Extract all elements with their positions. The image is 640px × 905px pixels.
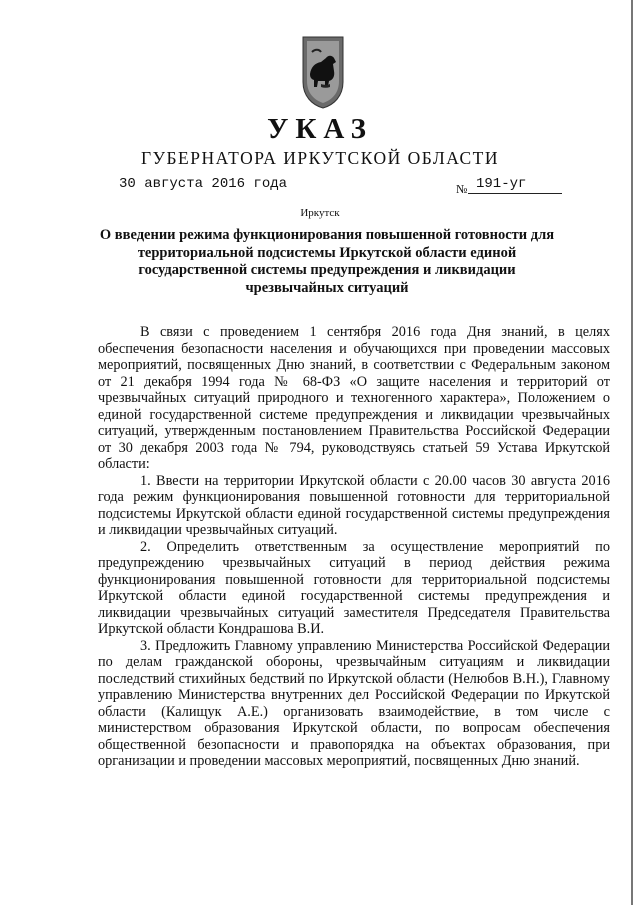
clause-2-paragraph: 2. Определить ответственным за осуществление мероприятий по предупреждению чрезвычайных ситуаций в период действия режима функционирования повышенной готовности для территориальной подсистемы Иркутской области единой государственной системы предупреждения и ликвидации чрезвычайных ситуаций заместителя Председателя Правительства Иркутской области Кондрашова В.И. <box>98 538 610 637</box>
clause-3-paragraph: 3. Предложить Главному управлению Министерства Российской Федерации по делам гражданской обороны, чрезвычайным ситуациям и ликвидации последствий стихийных бедствий по Иркутской области (Нелюбов В.Н.), Главному управлению Министерства внутренних дел Российской Федерации по Иркутской области (Калищук А.Е.) организовать взаимодействие, в том числе с министерством образования Иркутской области, по вопросам обеспечения общественной безопасности и правопорядка на объектах образования, при организации и проведении массовых мероприятий, посвященных Дню знаний. <box>98 637 610 769</box>
city-label: Иркутск <box>300 207 340 219</box>
decree-issuer: ГУБЕРНАТОРА ИРКУТСКОЙ ОБЛАСТИ <box>140 148 500 168</box>
preamble-paragraph: В связи с проведением 1 сентября 2016 года Дня знаний, в целях обеспечения безопасности населения и обучающихся при проведении массовых мероприятий, посвященных Дню знаний, в соответствии с Федеральным законом от 21 декабря 1994 года № 68-ФЗ «О защите населения и территорий от чрезвычайных ситуаций природного и техногенного характера», Положением о единой государственной системе предупреждения и ликвидации чрезвычайных ситуаций, утвержденным постановлением Правительства Российской Федерации от 30 декабря 2003 года № 794, руководствуясь статьей 59 Устава Иркутской области: <box>98 324 610 472</box>
decree-date: 30 августа 2016 года <box>119 176 288 192</box>
decree-title: УКАЗ <box>267 113 373 145</box>
decree-heading: О введении режима функционирования повышенной готовности для территориальной подсистемы Иркутской области единой государственной системы предупреждения и ликвидации чрезвычайных ситуаций <box>99 227 555 296</box>
clause-1-paragraph: 1. Ввести на территории Иркутской области с 20.00 часов 30 августа 2016 года режим функционирования повышенной готовности для территориальной подсистемы Иркутской области единой государственной системы предупреждения и ликвидации чрезвычайных ситуаций. <box>98 472 610 538</box>
decree-number: 191-уг <box>468 175 562 194</box>
decree-body <box>98 324 610 770</box>
irkutsk-coat-of-arms-icon <box>299 34 347 110</box>
number-sign: № <box>456 182 468 196</box>
